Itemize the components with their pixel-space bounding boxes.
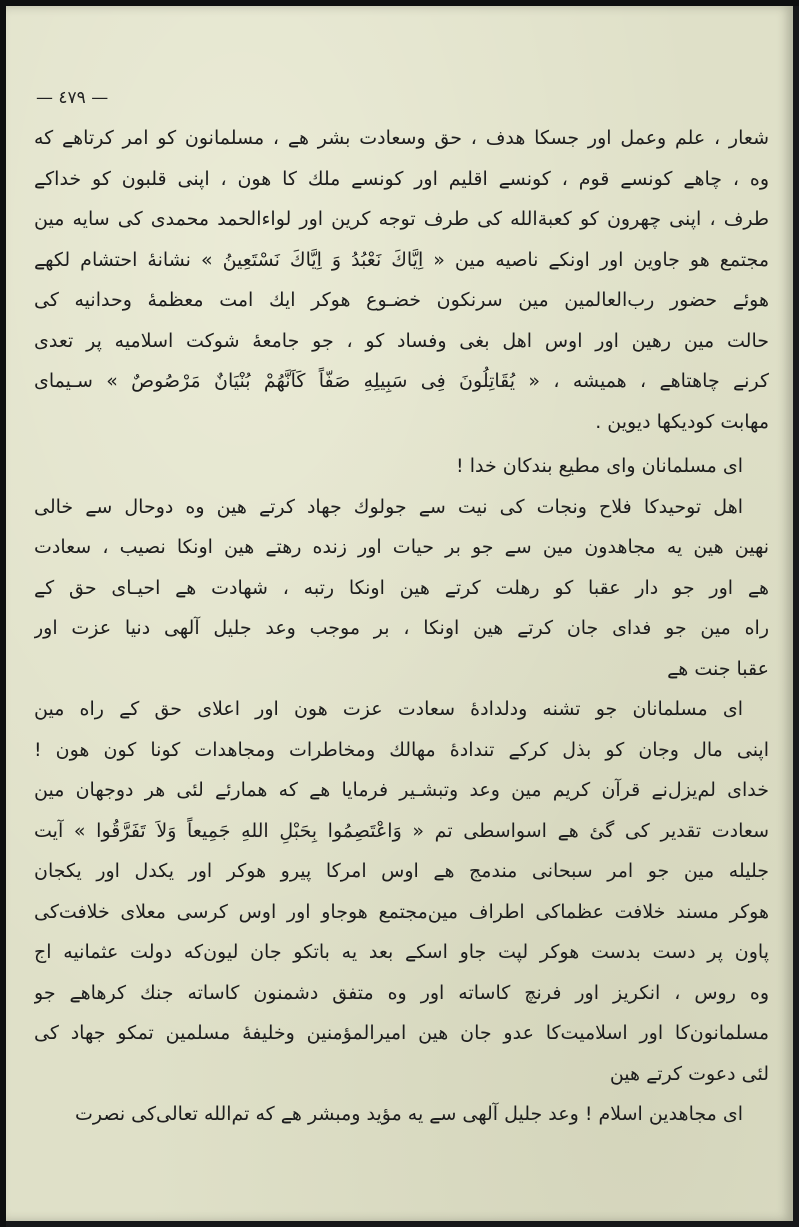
paragraph-4 — [34, 689, 769, 1094]
paragraph-2 — [34, 446, 769, 487]
text-line: نهین هین یه مجاهدون مین سے جو بر حیات اور زنده رهتے هین اونکا نصیب ، سعادت — [34, 536, 769, 558]
paragraph-3 — [34, 487, 769, 690]
text-line: ای مجاهدین اسلام ! وعد جلیل آلهی سے یه مؤید ومبشر هے که تم‌الله تعالی‌کی نصرت — [75, 1103, 743, 1125]
text-line: خدای لم‌یزل‌نے قرآن کریم مین وعد وتبشـیر فرمایا هے که همارئے لئی هر دوجهان مین — [34, 779, 769, 801]
text-line: هوکر مسند خلافت عظماکی اطراف مین‌مجتمع هوجاو اور اوس کرسی معلای خلافت‌کی — [34, 900, 769, 923]
text-line: شعار ، علم وعمل اور جسکا هدف ، حق وسعادت بشر هے ، مسلمانون کو امر کرتاهے که — [34, 127, 769, 149]
text-line: مسلمانون‌کا اور اسلامیت‌کا عدو جان هین امیرالمؤمنین وخلیفهٔ مسلمین تمکو جهاد کی — [34, 1022, 769, 1044]
text-line: اپنی مال وجان کو بذل کرکے تندادهٔ مهالك ومخاطرات ومجاهدات کونا کون هون ! — [34, 738, 769, 761]
text-line: حالت مین رهین اور اوس اهل بغی وفساد کو ، جو جامعهٔ شوکت اسلامیه پر تعدی — [34, 329, 769, 352]
page-number: — ٤٧٩ — — [36, 88, 109, 108]
text-line: وه روس ، انکریز اور فرنچ کاساته اور وه متفق دشمنون کاساته جنك کرهاهے جو — [34, 981, 769, 1004]
text-line: هوئے حضور رب‌العالمین مین سرنکون خضـوع هوکر ایك امت معظمهٔ وحدانیه کی — [34, 289, 769, 311]
text-line: پاون پر دست بدست هوکر لپت جاو اسکے بعد یه باتکو جان لیون‌که دولت عثمانیه اج — [34, 941, 769, 963]
text-line: عقبا جنت هے — [667, 657, 769, 680]
text-line: سعادت تقدیر کی گئ هے اسواسطی تم « وَاعْتَصِمُوا بِحَبْلِ اللهِ جَمِیعاً وَلاَ تَفَرَّقُوا » آیت — [34, 819, 769, 842]
text-line: ای مسلمانان جو تشنه ودلدادهٔ سعادت عزت هون اور اعلای حق کے راه مین — [34, 698, 743, 720]
text-line: اهل توحیدکا فلاح ونجات کی نیت سے جولوك جهاد کرتے هین وه دوحال سے خالی — [34, 495, 743, 518]
text-line: طرف ، اپنی چهرون کو کعبةالله کی طرف توجه کرین اور لواءالحمد محمدی کی سایه مین — [34, 208, 769, 230]
text-line: لئی دعوت کرتے هین — [609, 1062, 769, 1085]
text-line: کرنے چاهتاهے ، همیشه ، « یُقَاتِلُونَ فِی سَبِیلِهِ صَفّاً کَاَنَّهُمْ بُنْیَانٌ مَرْصُوصٌ » سـیمای — [34, 370, 769, 392]
text-line: ای مسلمانان وای مطیع بندکان خدا ! — [456, 455, 743, 477]
text-line: راه مین جو فدای جان کرتے هین اونکا ، بر موجب وعد جلیل آلهی دنیا عزت اور — [34, 617, 769, 639]
text-line: هے اور جو دار عقبا کو رهلت کرتے هین اونکا رتبه ، شهادت هے احیـای حق کے — [34, 576, 769, 599]
paragraph-1 — [34, 118, 769, 442]
book-page — [6, 6, 793, 1221]
text-line: مجتمع هو جاوین اور اونکے ناصیه مین « اِیَّاكَ نَعْبُدُ وَ اِیَّاكَ نَسْتَعِینُ » نشانهٔ احتشام لکهے — [34, 248, 769, 271]
paragraph-5 — [34, 1094, 769, 1135]
text-line: مهابت کودیکها دیوین . — [595, 410, 769, 433]
text-line: وه ، چاهے کونسے قوم ، کونسے اقلیم اور کونسے ملك کا هون ، اپنی قلبون کو خداکے — [34, 167, 769, 190]
body-text — [34, 118, 769, 1135]
text-line: جلیله مین جو امر سبحانی مندمج هے اوس امرکا پیرو هوکر اور یکدل اور یکجان — [34, 860, 769, 882]
